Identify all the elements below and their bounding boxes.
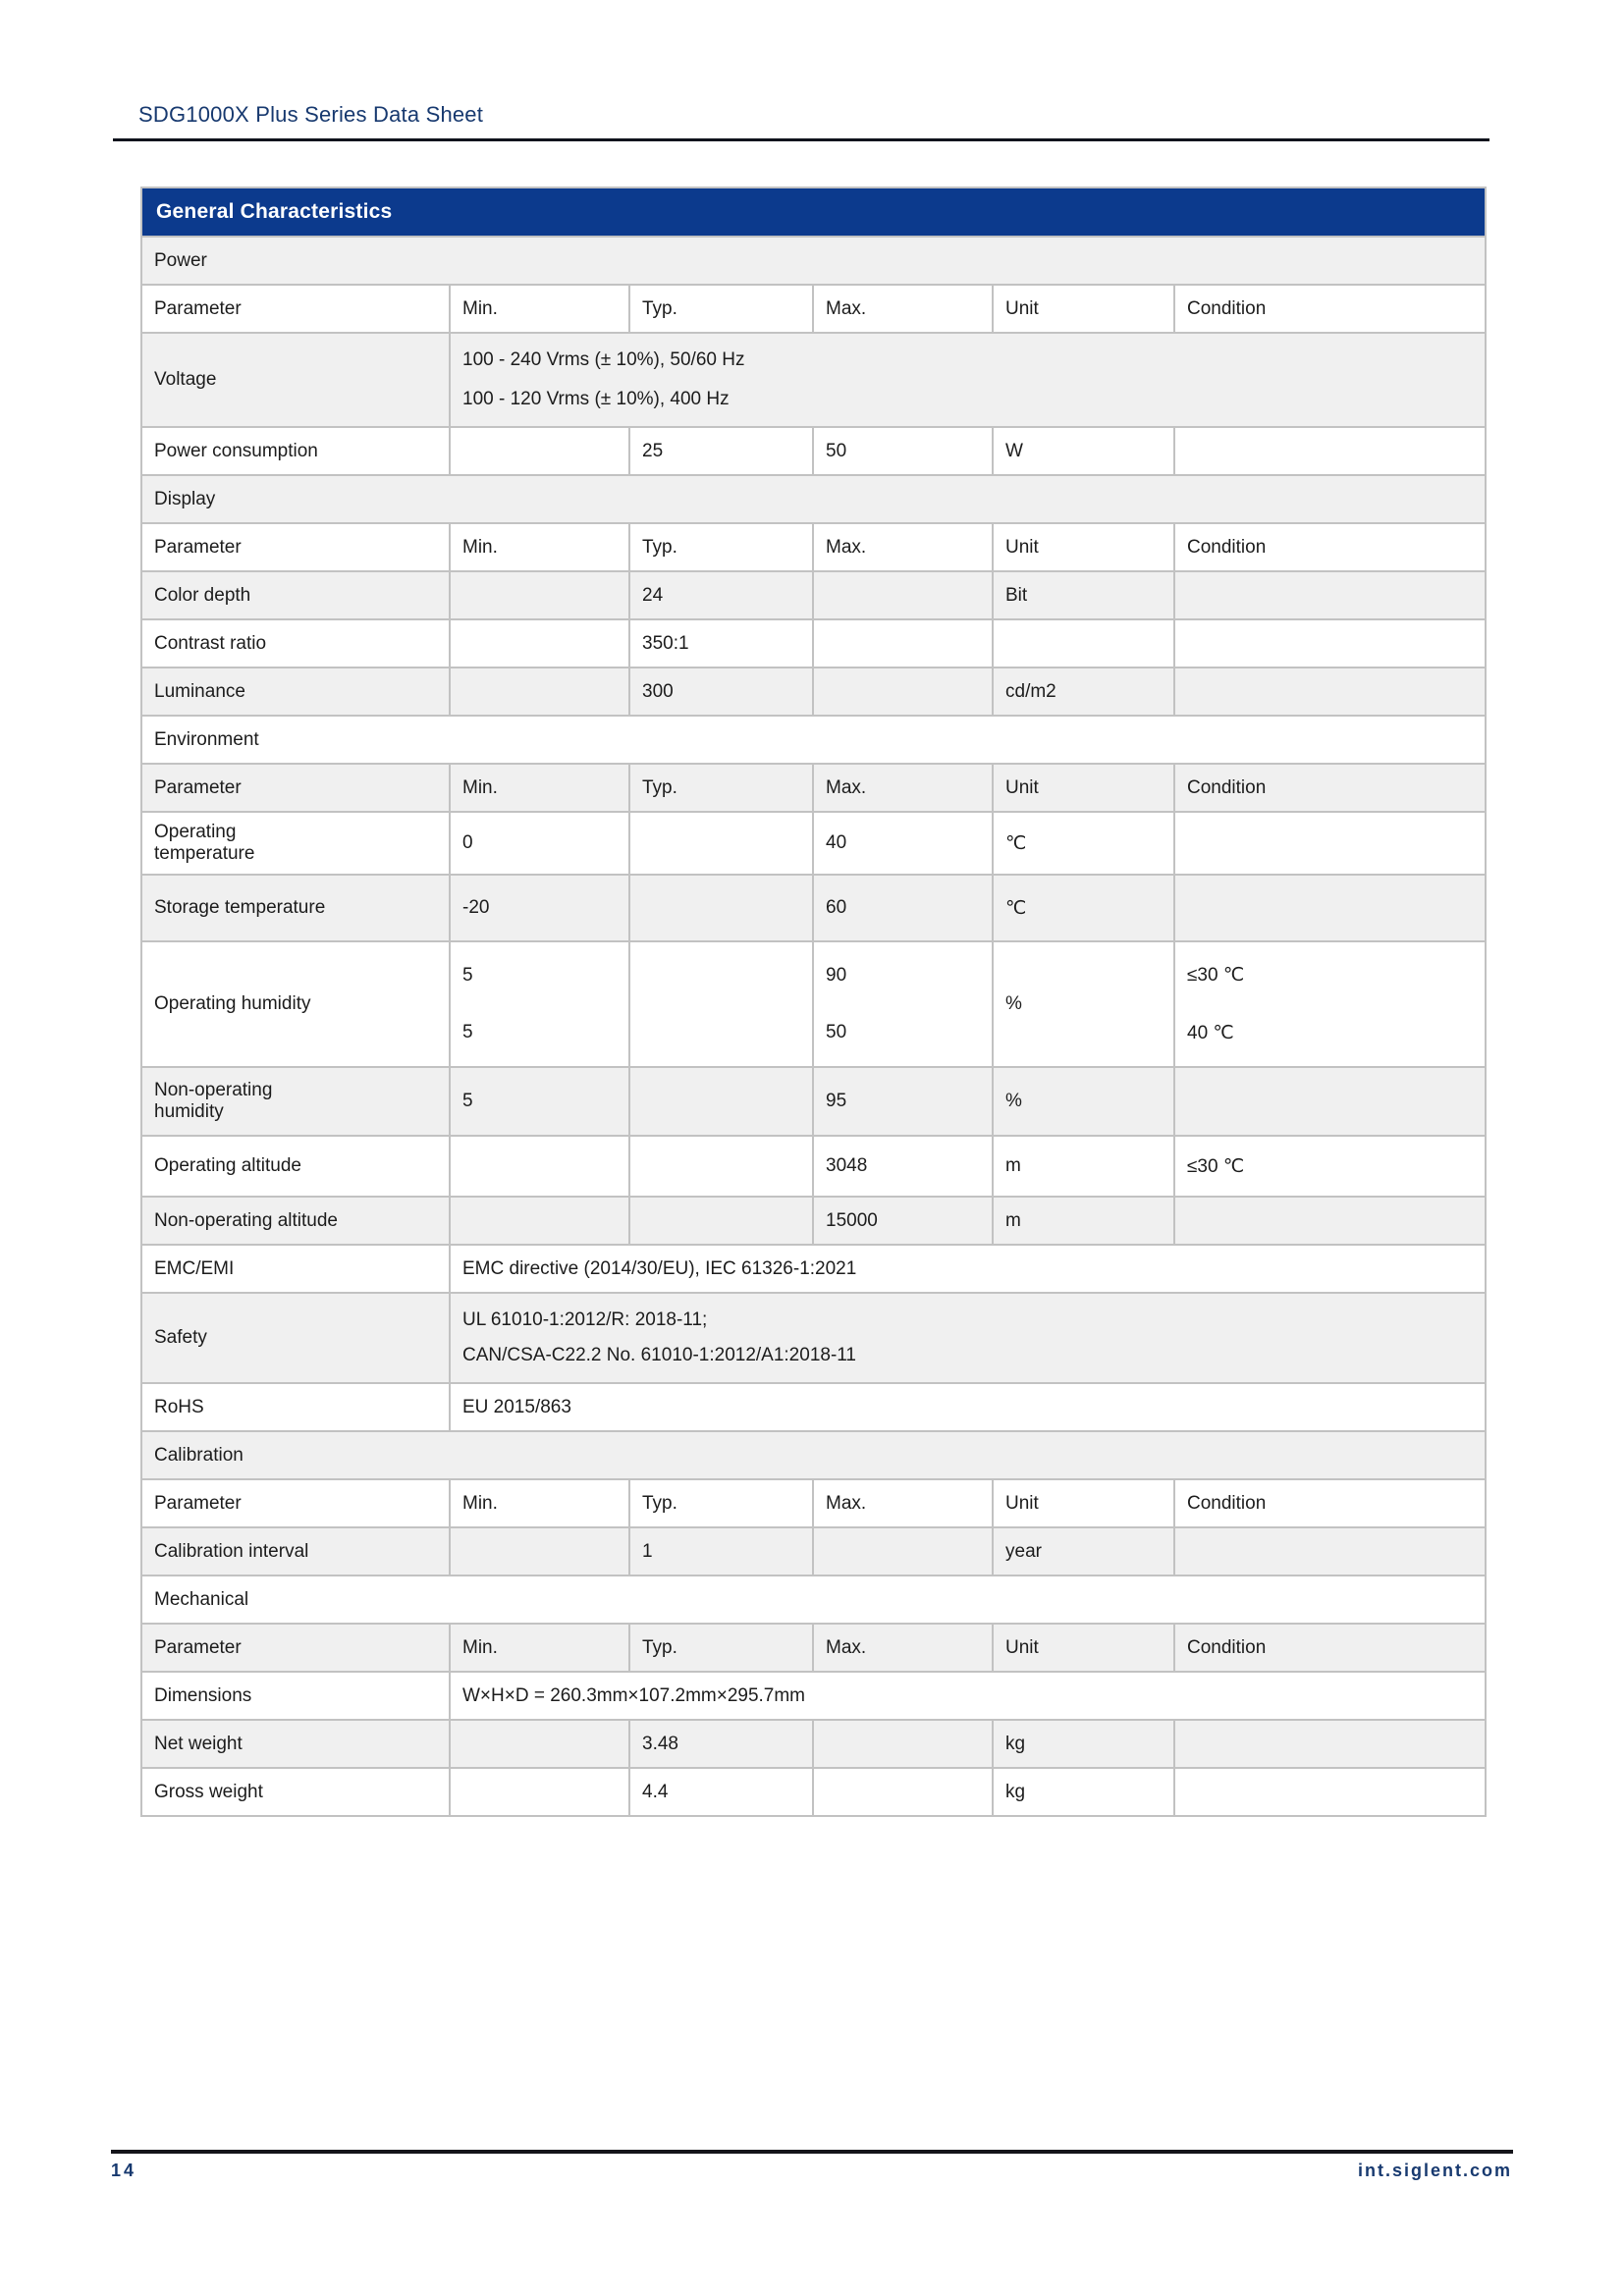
cell-typ xyxy=(629,1197,813,1245)
cell-max: 15000 xyxy=(813,1197,993,1245)
row-label: Safety xyxy=(141,1293,450,1383)
cell-min: -20 xyxy=(450,875,629,941)
section-label-display: Display xyxy=(141,475,1486,523)
col-unit: Unit xyxy=(993,523,1174,571)
col-condition: Condition xyxy=(1174,1624,1486,1672)
col-typ: Typ. xyxy=(629,1624,813,1672)
cell-min xyxy=(450,1197,629,1245)
table-title-row xyxy=(141,187,1486,237)
col-typ: Typ. xyxy=(629,1479,813,1527)
col-unit: Unit xyxy=(993,1479,1174,1527)
col-min: Min. xyxy=(450,523,629,571)
cell-max: 50 xyxy=(813,427,993,475)
cell-typ: 4.4 xyxy=(629,1768,813,1816)
cell-unit: m xyxy=(993,1136,1174,1197)
row-label: Contrast ratio xyxy=(141,619,450,667)
cell-typ: 24 xyxy=(629,571,813,619)
section-row-environment xyxy=(141,716,1486,764)
table-row-power-consumption xyxy=(141,427,1486,475)
cell-unit: ℃ xyxy=(993,875,1174,941)
table-row-operating-altitude xyxy=(141,1136,1486,1197)
cell-max xyxy=(813,1768,993,1816)
column-header-row xyxy=(141,1479,1486,1527)
table-row-color-depth xyxy=(141,571,1486,619)
column-header-row xyxy=(141,285,1486,333)
cell-typ: 1 xyxy=(629,1527,813,1575)
cell-typ xyxy=(629,875,813,941)
emc-value: EMC directive (2014/30/EU), IEC 61326-1:2021 xyxy=(450,1245,1486,1293)
col-max: Max. xyxy=(813,1479,993,1527)
table-row-non-operating-humidity xyxy=(141,1067,1486,1136)
cell-min xyxy=(450,941,629,1067)
column-header-row xyxy=(141,1624,1486,1672)
row-label: Operating humidity xyxy=(141,941,450,1067)
cell-condition xyxy=(1174,427,1486,475)
cell-unit: kg xyxy=(993,1768,1174,1816)
table-row-operating-humidity xyxy=(141,941,1486,1067)
dimensions-value: W×H×D = 260.3mm×107.2mm×295.7mm xyxy=(450,1672,1486,1720)
table-row-non-operating-altitude xyxy=(141,1197,1486,1245)
col-max: Max. xyxy=(813,1624,993,1672)
cell-max: 3048 xyxy=(813,1136,993,1197)
cell-condition xyxy=(1174,667,1486,716)
table-row-safety xyxy=(141,1293,1486,1383)
cell-unit: ℃ xyxy=(993,812,1174,875)
footer-rule xyxy=(111,2150,1513,2154)
table-row-calibration-interval xyxy=(141,1527,1486,1575)
col-parameter: Parameter xyxy=(141,764,450,812)
cell-unit: Bit xyxy=(993,571,1174,619)
page-number: 14 xyxy=(111,2161,137,2180)
cell-typ: 300 xyxy=(629,667,813,716)
cell-unit: cd/m2 xyxy=(993,667,1174,716)
row-label: Operating temperature xyxy=(141,812,450,875)
section-label-power: Power xyxy=(141,237,1486,285)
row-label: Dimensions xyxy=(141,1672,450,1720)
row-label: Net weight xyxy=(141,1720,450,1768)
cell-min: 5 xyxy=(450,1067,629,1136)
col-min: Min. xyxy=(450,764,629,812)
cell-unit xyxy=(993,619,1174,667)
col-max: Max. xyxy=(813,523,993,571)
cell-max xyxy=(813,619,993,667)
safety-line-2: CAN/CSA-C22.2 No. 61010-1:2012/A1:2018-11 xyxy=(462,1345,857,1365)
col-parameter: Parameter xyxy=(141,1624,450,1672)
table-row-net-weight xyxy=(141,1720,1486,1768)
section-label-calibration: Calibration xyxy=(141,1431,1486,1479)
cell-min xyxy=(450,619,629,667)
table-title: General Characteristics xyxy=(141,187,1486,237)
cell-max xyxy=(813,667,993,716)
col-typ: Typ. xyxy=(629,285,813,333)
cell-min xyxy=(450,427,629,475)
col-unit: Unit xyxy=(993,764,1174,812)
col-parameter: Parameter xyxy=(141,1479,450,1527)
row-label: Non-operating altitude xyxy=(141,1197,450,1245)
voltage-value xyxy=(450,333,1486,427)
general-characteristics-table xyxy=(140,187,1487,1817)
cell-min xyxy=(450,571,629,619)
cell-unit: year xyxy=(993,1527,1174,1575)
cell-min xyxy=(450,1136,629,1197)
table-row-luminance xyxy=(141,667,1486,716)
column-header-row xyxy=(141,764,1486,812)
row-label: Non-operating humidity xyxy=(141,1067,450,1136)
cell-typ: 3.48 xyxy=(629,1720,813,1768)
safety-line-1: UL 61010-1:2012/R: 2018-11; xyxy=(462,1309,708,1330)
cell-unit: W xyxy=(993,427,1174,475)
cell-unit: % xyxy=(993,941,1174,1067)
cell-max xyxy=(813,1527,993,1575)
col-unit: Unit xyxy=(993,285,1174,333)
table-row-storage-temperature xyxy=(141,875,1486,941)
col-condition: Condition xyxy=(1174,523,1486,571)
cell-condition xyxy=(1174,1768,1486,1816)
table-row-contrast-ratio xyxy=(141,619,1486,667)
table-row-gross-weight xyxy=(141,1768,1486,1816)
cell-min xyxy=(450,1527,629,1575)
cell-condition xyxy=(1174,812,1486,875)
col-condition: Condition xyxy=(1174,1479,1486,1527)
cell-unit: m xyxy=(993,1197,1174,1245)
col-typ: Typ. xyxy=(629,764,813,812)
cell-condition xyxy=(1174,875,1486,941)
cell-min xyxy=(450,667,629,716)
cell-typ xyxy=(629,812,813,875)
humidity-min-2: 5 xyxy=(462,1022,473,1042)
cell-min xyxy=(450,1720,629,1768)
cell-condition: ≤30 ℃ xyxy=(1174,1136,1486,1197)
section-row-power xyxy=(141,237,1486,285)
table-row-voltage xyxy=(141,333,1486,427)
safety-value xyxy=(450,1293,1486,1383)
cell-condition xyxy=(1174,1067,1486,1136)
col-max: Max. xyxy=(813,764,993,812)
voltage-line-2: 100 - 120 Vrms (± 10%), 400 Hz xyxy=(462,389,730,409)
row-label: Luminance xyxy=(141,667,450,716)
cell-unit: % xyxy=(993,1067,1174,1136)
section-row-display xyxy=(141,475,1486,523)
cell-max xyxy=(813,941,993,1067)
column-header-row xyxy=(141,523,1486,571)
row-label: Color depth xyxy=(141,571,450,619)
header-rule xyxy=(113,138,1489,141)
row-label: Power consumption xyxy=(141,427,450,475)
section-label-mechanical: Mechanical xyxy=(141,1575,1486,1624)
col-min: Min. xyxy=(450,285,629,333)
row-label: Operating altitude xyxy=(141,1136,450,1197)
cell-max: 60 xyxy=(813,875,993,941)
cell-max: 40 xyxy=(813,812,993,875)
col-condition: Condition xyxy=(1174,764,1486,812)
cell-typ: 25 xyxy=(629,427,813,475)
table-row-rohs xyxy=(141,1383,1486,1431)
cell-min xyxy=(450,1768,629,1816)
rohs-value: EU 2015/863 xyxy=(450,1383,1486,1431)
page-header-title: SDG1000X Plus Series Data Sheet xyxy=(138,102,484,127)
humidity-max-2: 50 xyxy=(826,1022,847,1042)
cell-condition xyxy=(1174,1527,1486,1575)
cell-condition xyxy=(1174,1197,1486,1245)
cell-typ: 350:1 xyxy=(629,619,813,667)
cell-condition xyxy=(1174,1720,1486,1768)
humidity-max-1: 90 xyxy=(826,965,847,986)
col-unit: Unit xyxy=(993,1624,1174,1672)
cell-condition xyxy=(1174,619,1486,667)
voltage-line-1: 100 - 240 Vrms (± 10%), 50/60 Hz xyxy=(462,349,745,370)
col-parameter: Parameter xyxy=(141,523,450,571)
section-row-mechanical xyxy=(141,1575,1486,1624)
humidity-cond-1: ≤30 ℃ xyxy=(1187,965,1245,986)
col-typ: Typ. xyxy=(629,523,813,571)
row-label: Gross weight xyxy=(141,1768,450,1816)
section-row-calibration xyxy=(141,1431,1486,1479)
cell-typ xyxy=(629,1136,813,1197)
humidity-cond-2: 40 ℃ xyxy=(1187,1023,1234,1043)
row-label: RoHS xyxy=(141,1383,450,1431)
table-row-dimensions xyxy=(141,1672,1486,1720)
table-row-emc-emi xyxy=(141,1245,1486,1293)
cell-min: 0 xyxy=(450,812,629,875)
col-max: Max. xyxy=(813,285,993,333)
section-label-environment: Environment xyxy=(141,716,1486,764)
cell-max xyxy=(813,571,993,619)
row-label: EMC/EMI xyxy=(141,1245,450,1293)
cell-typ xyxy=(629,941,813,1067)
cell-max xyxy=(813,1720,993,1768)
cell-typ xyxy=(629,1067,813,1136)
col-min: Min. xyxy=(450,1479,629,1527)
cell-unit: kg xyxy=(993,1720,1174,1768)
col-parameter: Parameter xyxy=(141,285,450,333)
row-label: Calibration interval xyxy=(141,1527,450,1575)
row-label: Voltage xyxy=(141,333,450,427)
col-min: Min. xyxy=(450,1624,629,1672)
cell-condition xyxy=(1174,571,1486,619)
humidity-min-1: 5 xyxy=(462,965,473,986)
footer-website-link[interactable]: int.siglent.com xyxy=(1357,2161,1512,2180)
row-label: Storage temperature xyxy=(141,875,450,941)
table-row-operating-temperature xyxy=(141,812,1486,875)
col-condition: Condition xyxy=(1174,285,1486,333)
cell-condition xyxy=(1174,941,1486,1067)
cell-max: 95 xyxy=(813,1067,993,1136)
